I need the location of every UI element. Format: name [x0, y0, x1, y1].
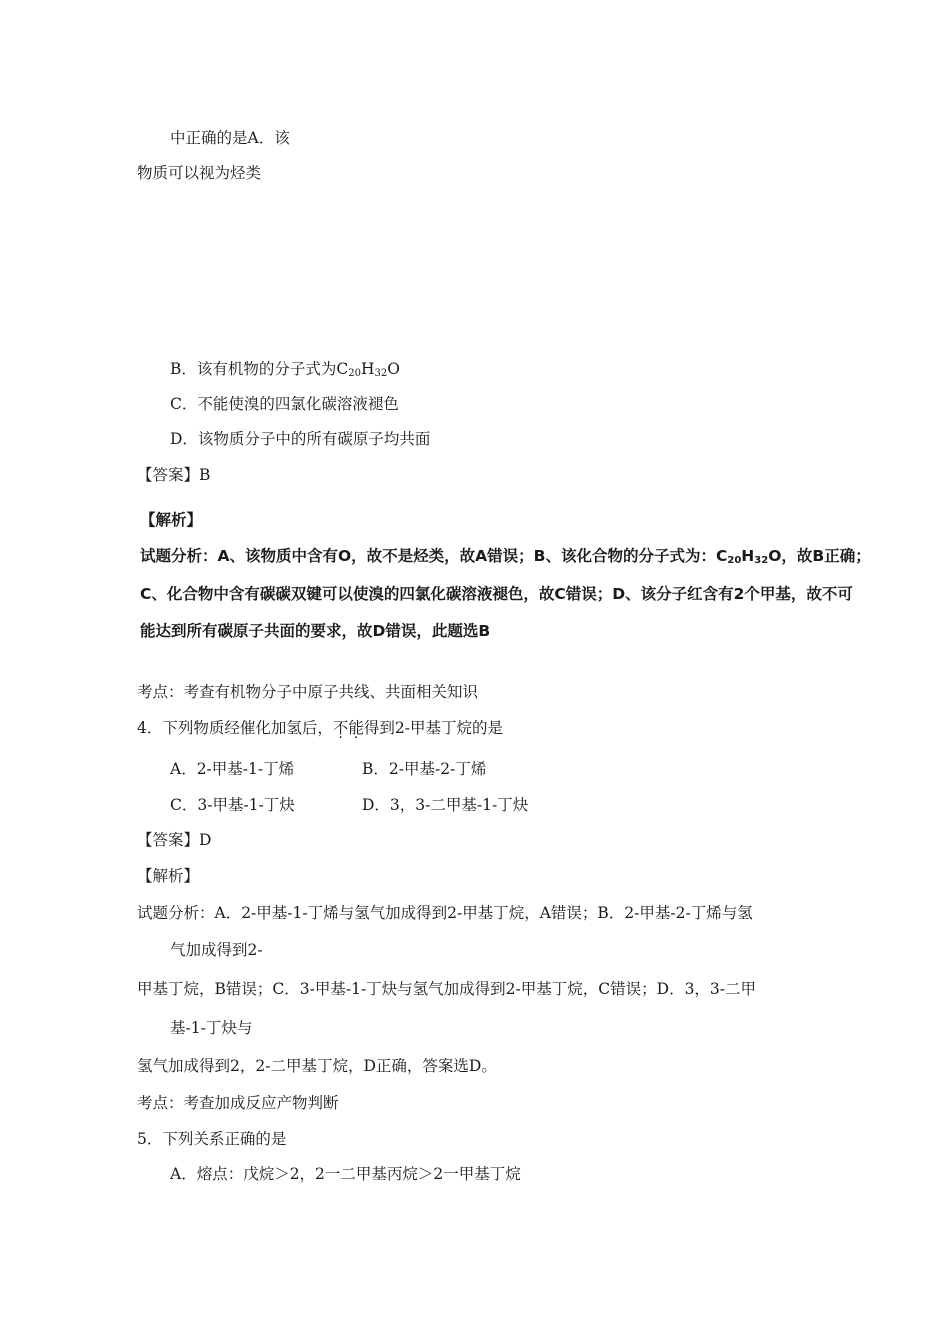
option-a: A．2-甲基-1-丁烯: [170, 760, 295, 778]
stem-part: 得到2-甲基丁烷的是: [363, 719, 504, 737]
exam-point: 考点：考查加成反应产物判断: [137, 1094, 339, 1112]
option-b: [170, 359, 400, 384]
analysis-text: C、化合物中含有碳碳双键可以使溴的四氯化碳溶液褪色，故C错误；D、该分子红含有2个甲基，故不可: [140, 585, 853, 603]
analysis-text: 甲基丁烷，B错误；C．3-甲基-1-丁炔与氢气加成得到2-甲基丁烷，C错误；D．3，3-二甲: [137, 980, 757, 998]
subscript: 32: [374, 368, 388, 379]
formula-text: H: [361, 360, 375, 378]
analysis-text: 氢气加成得到2，2-二甲基丁烷，D正确，答案选D。: [137, 1057, 497, 1075]
emphasis-char: 能: [348, 719, 364, 737]
formula-text: B．该有机物的分子式为C: [170, 360, 349, 378]
option-row: [170, 759, 294, 779]
answer: 【答案】B: [137, 466, 211, 484]
exam-point: 考点：考查有机物分子中原子共线、共面相关知识: [137, 683, 479, 701]
option-d: D．3，3-二甲基-1-丁炔: [362, 796, 529, 814]
subscript: 20: [727, 555, 742, 566]
analysis-text: 气加成得到2-: [170, 941, 263, 959]
emphasis-char: 不: [332, 719, 349, 737]
analysis-text: 试题分析：A．2-甲基-1-丁烯与氢气加成得到2-甲基丁烷，A错误；B．2-甲基-2-丁烯与氢: [137, 904, 753, 922]
text-line: 中正确的是A．该: [170, 129, 290, 147]
analysis-text: 基-1-丁炔与: [170, 1019, 253, 1037]
analysis-text: 能达到所有碳原子共面的要求，故D错误，此题选B: [140, 622, 491, 640]
subscript: 32: [754, 555, 769, 566]
analysis-part: O，故B正确；: [768, 547, 871, 565]
stem-part: 4．下列物质经催化加氢后，: [137, 719, 333, 737]
analysis-title: 【解析】: [140, 511, 203, 529]
option-c: C．3-甲基-1-丁炔: [170, 796, 295, 814]
formula-text: O: [387, 360, 400, 378]
option-a: A．熔点：戊烷＞2，2一二甲基丙烷＞2一甲基丁烷: [170, 1165, 521, 1183]
answer: 【答案】D: [137, 831, 212, 849]
analysis-title: 【解析】: [137, 867, 200, 885]
question-stem: 5．下列关系正确的是: [137, 1130, 287, 1148]
subscript: 20: [348, 368, 361, 379]
question-stem: [137, 718, 503, 738]
text-line: 物质可以视为烃类: [137, 164, 262, 182]
option-c: C．不能使溴的四氯化碳溶液褪色: [170, 395, 399, 413]
option-b: B．2-甲基-2-丁烯: [362, 760, 487, 778]
analysis-part: 试题分析：A、该物质中含有O，故不是烃类，故A错误；B、该化合物的分子式为：C: [140, 547, 728, 565]
analysis-text: [140, 546, 871, 571]
analysis-part: H: [741, 547, 755, 565]
option-d: D．该物质分子中的所有碳原子均共面: [170, 430, 431, 448]
